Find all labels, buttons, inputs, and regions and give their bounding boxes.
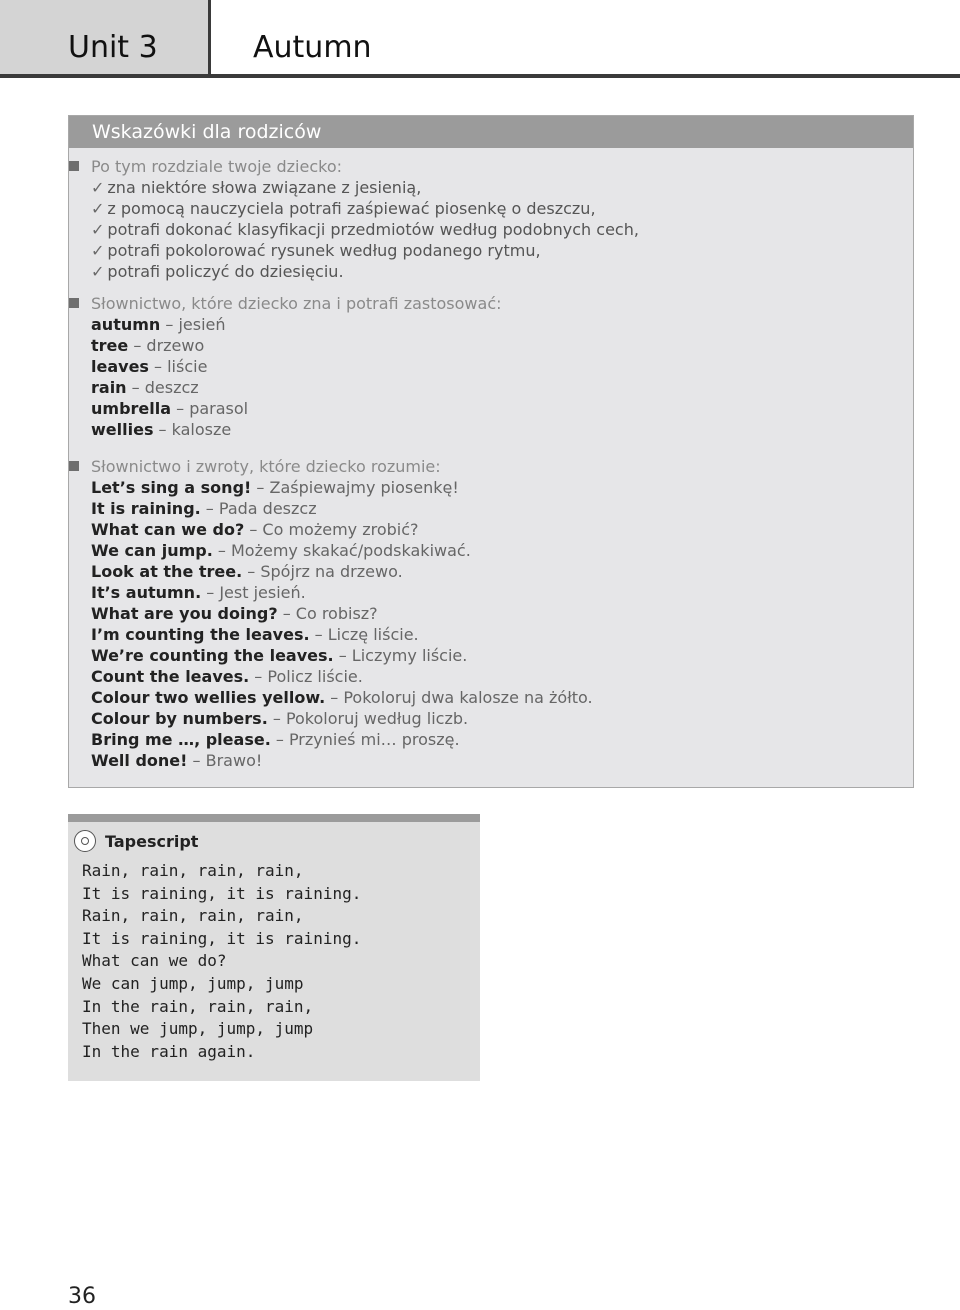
vocab-english: tree bbox=[91, 336, 129, 355]
dash-separator: – bbox=[200, 499, 219, 518]
vocab-row bbox=[91, 335, 502, 356]
page-header bbox=[0, 0, 960, 82]
lyric-line: Rain, rain, rain, rain, bbox=[82, 906, 304, 926]
phrase-english: It’s autumn. bbox=[91, 583, 202, 602]
lyric-line: It is raining, it is raining. bbox=[82, 928, 362, 948]
phrase-polish: Pokoloruj dwa kalosze na żółto. bbox=[343, 688, 593, 707]
tapescript-top-bar bbox=[68, 814, 480, 822]
phrases-title-text: Słownictwo i zwroty, które dziecko rozumie: bbox=[91, 457, 441, 476]
dash-separator: – bbox=[251, 478, 270, 497]
checkmark-icon: ✓ bbox=[91, 199, 105, 218]
dash-separator: – bbox=[201, 583, 220, 602]
dash-separator: – bbox=[244, 520, 263, 539]
dash-separator: – bbox=[325, 688, 344, 707]
vocab-polish: parasol bbox=[189, 399, 249, 418]
vocab-row bbox=[91, 519, 593, 540]
lyric-line: We can jump, jump, jump bbox=[82, 973, 304, 993]
phrase-english: What are you doing? bbox=[91, 604, 278, 623]
cd-icon bbox=[74, 830, 96, 852]
active-vocab-title bbox=[91, 293, 502, 314]
unit-label: Unit 3 bbox=[68, 30, 158, 65]
active-vocab-section bbox=[91, 293, 502, 440]
vocab-english: autumn bbox=[91, 315, 161, 334]
phrase-english: Count the leaves. bbox=[91, 667, 250, 686]
outcomes-title bbox=[91, 156, 639, 177]
lyric-line: It is raining, it is raining. bbox=[82, 883, 362, 903]
tapescript-title: Tapescript bbox=[105, 832, 199, 851]
vocab-english: umbrella bbox=[91, 399, 172, 418]
vocab-row bbox=[91, 582, 593, 603]
vocab-polish: deszcz bbox=[144, 378, 199, 397]
vocab-polish: drzewo bbox=[146, 336, 205, 355]
dash-separator: – bbox=[277, 604, 296, 623]
square-bullet-icon bbox=[69, 298, 79, 308]
lyric-line: Rain, rain, rain, rain, bbox=[82, 861, 304, 880]
phrase-english: It is raining. bbox=[91, 499, 201, 518]
vocab-row bbox=[91, 729, 593, 750]
vocab-row bbox=[91, 645, 593, 666]
dash-separator: – bbox=[242, 562, 261, 581]
checkmark-icon: ✓ bbox=[91, 241, 105, 260]
phrase-polish: Brawo! bbox=[205, 751, 263, 770]
phrase-english: What can we do? bbox=[91, 520, 245, 539]
phrase-polish: Spójrz na drzewo. bbox=[260, 562, 403, 581]
dash-separator: – bbox=[171, 399, 190, 418]
vocab-row bbox=[91, 750, 593, 771]
phrase-english: Bring me …, please. bbox=[91, 730, 271, 749]
phrase-polish: Liczę liście. bbox=[327, 625, 419, 644]
checkmark-icon: ✓ bbox=[91, 220, 105, 239]
dash-separator: – bbox=[212, 541, 231, 560]
phrase-english: Well done! bbox=[91, 751, 188, 770]
outcomes-section bbox=[91, 156, 639, 282]
outcome-item bbox=[91, 177, 639, 198]
parents-tips-heading: Wskazówki dla rodziców bbox=[69, 116, 913, 148]
vocab-row bbox=[91, 708, 593, 729]
square-bullet-icon bbox=[69, 461, 79, 471]
phrase-english: I’m counting the leaves. bbox=[91, 625, 310, 644]
phrase-polish: Pokoloruj według liczb. bbox=[285, 709, 469, 728]
vocab-row bbox=[91, 561, 593, 582]
checkmark-icon: ✓ bbox=[91, 178, 105, 197]
tapescript-lyrics bbox=[82, 860, 361, 1063]
outcome-text: potrafi pokolorować rysunek według podanego rytmu, bbox=[107, 241, 541, 260]
dash-separator: – bbox=[333, 646, 352, 665]
phrase-polish: Liczymy liście. bbox=[351, 646, 468, 665]
phrase-polish: Przynieś mi… proszę. bbox=[288, 730, 460, 749]
vocab-polish: kalosze bbox=[171, 420, 232, 439]
phrase-english: Let’s sing a song! bbox=[91, 478, 252, 497]
dash-separator: – bbox=[267, 709, 286, 728]
vocab-polish: jesień bbox=[178, 315, 226, 334]
dash-separator: – bbox=[249, 667, 268, 686]
vocab-row bbox=[91, 398, 502, 419]
checkmark-icon: ✓ bbox=[91, 262, 105, 281]
lyric-line: What can we do? bbox=[82, 951, 227, 971]
tapescript-box bbox=[68, 814, 480, 1081]
dash-separator: – bbox=[126, 378, 145, 397]
dash-separator: – bbox=[148, 357, 168, 376]
dash-separator: – bbox=[270, 730, 289, 749]
lyric-line: In the rain, rain, rain, bbox=[82, 996, 314, 1016]
vocab-row bbox=[91, 666, 593, 687]
outcome-text: potrafi dokonać klasyfikacji przedmiotów według podobnych cech, bbox=[107, 220, 639, 239]
outcome-text: z pomocą nauczyciela potrafi zaśpiewać piosenkę o deszczu, bbox=[107, 199, 596, 218]
vocab-list bbox=[91, 314, 502, 440]
dash-separator: – bbox=[128, 336, 147, 355]
vocab-row bbox=[91, 314, 502, 335]
phrase-english: We’re counting the leaves. bbox=[91, 646, 334, 665]
header-rule bbox=[0, 74, 960, 78]
phrase-polish: Jest jesień. bbox=[219, 583, 306, 602]
lyric-line: In the rain again. bbox=[82, 1041, 256, 1061]
outcome-item bbox=[91, 261, 639, 282]
outcomes-title-text: Po tym rozdziale twoje dziecko: bbox=[91, 157, 342, 176]
phrase-polish: Zaśpiewajmy piosenkę! bbox=[269, 478, 459, 497]
phrase-polish: Co robisz? bbox=[295, 604, 378, 623]
phrase-polish: Policz liście. bbox=[267, 667, 363, 686]
vocab-row bbox=[91, 603, 593, 624]
vocab-row bbox=[91, 498, 593, 519]
dash-separator: – bbox=[309, 625, 328, 644]
outcome-text: zna niektóre słowa związane z jesienią, bbox=[107, 178, 422, 197]
dash-separator: – bbox=[153, 420, 172, 439]
phrase-english: Colour two wellies yellow. bbox=[91, 688, 326, 707]
phrase-polish: Co możemy zrobić? bbox=[262, 520, 419, 539]
page-number: 36 bbox=[68, 1284, 96, 1309]
active-vocab-title-text: Słownictwo, które dziecko zna i potrafi zastosować: bbox=[91, 294, 502, 313]
vocab-polish: liście bbox=[167, 357, 208, 376]
square-bullet-icon bbox=[69, 161, 79, 171]
phrases-section bbox=[91, 456, 593, 771]
chapter-title: Autumn bbox=[253, 30, 372, 65]
vocab-row bbox=[91, 477, 593, 498]
vocab-english: leaves bbox=[91, 357, 149, 376]
outcomes-list bbox=[91, 177, 639, 282]
vocab-row bbox=[91, 540, 593, 561]
vocab-row bbox=[91, 624, 593, 645]
dash-separator: – bbox=[160, 315, 179, 334]
outcome-item bbox=[91, 219, 639, 240]
lyric-line: Then we jump, jump, jump bbox=[82, 1019, 314, 1039]
outcome-item bbox=[91, 198, 639, 219]
phrase-english: Look at the tree. bbox=[91, 562, 243, 581]
outcome-item bbox=[91, 240, 639, 261]
phrase-polish: Możemy skakać/podskakiwać. bbox=[231, 541, 471, 560]
header-separator bbox=[208, 0, 211, 76]
vocab-row bbox=[91, 377, 502, 398]
phrase-polish: Pada deszcz bbox=[218, 499, 317, 518]
vocab-row bbox=[91, 687, 593, 708]
phrase-english: Colour by numbers. bbox=[91, 709, 268, 728]
phrase-english: We can jump. bbox=[91, 541, 213, 560]
outcome-text: potrafi policzyć do dziesięciu. bbox=[107, 262, 344, 281]
phrases-list bbox=[91, 477, 593, 771]
parents-tips-box bbox=[68, 115, 914, 788]
tapescript-header bbox=[68, 822, 480, 860]
vocab-row bbox=[91, 356, 502, 377]
dash-separator: – bbox=[187, 751, 206, 770]
vocab-english: wellies bbox=[91, 420, 154, 439]
vocab-row bbox=[91, 419, 502, 440]
phrases-title bbox=[91, 456, 593, 477]
vocab-english: rain bbox=[91, 378, 127, 397]
